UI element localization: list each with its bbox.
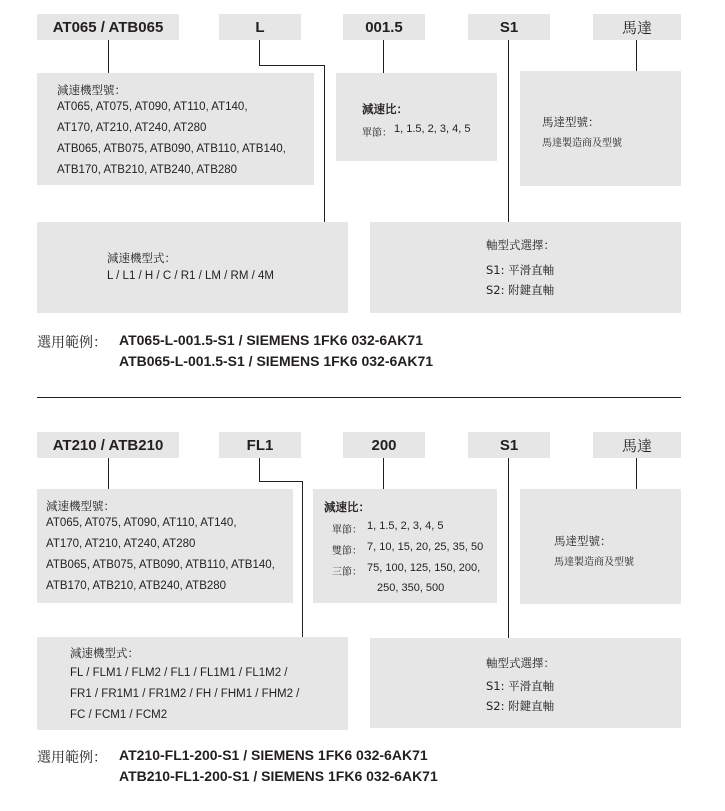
model-line-2: AT170, AT210, AT240, AT280 bbox=[57, 122, 207, 134]
connector-type-v1 bbox=[259, 458, 260, 482]
motor-box bbox=[520, 489, 681, 604]
example-line-2: ATB210-FL1-200-S1 / SIEMENS 1FK6 032-6AK71 bbox=[119, 768, 438, 784]
model-line-1: AT065, AT075, AT090, AT110, AT140, bbox=[46, 517, 237, 529]
connector-motor bbox=[636, 40, 637, 71]
motor-box bbox=[520, 71, 681, 186]
shaft-code bbox=[468, 432, 550, 458]
connector-ratio bbox=[383, 40, 384, 73]
model-code bbox=[37, 432, 179, 458]
model-box bbox=[37, 73, 314, 185]
ratio-code bbox=[343, 432, 425, 458]
ratio-box bbox=[313, 489, 497, 603]
model-line-4: ATB170, ATB210, ATB240, ATB280 bbox=[46, 580, 227, 592]
model-line-1: AT065, AT075, AT090, AT110, AT140, bbox=[57, 101, 248, 113]
ratio-box-title: 減速比： bbox=[324, 500, 370, 514]
connector-type-h bbox=[259, 481, 303, 482]
shaft-option-1: S1: 平滑直軸 bbox=[486, 679, 555, 693]
connector-model bbox=[108, 458, 109, 490]
ratio-code-text: 001.5 bbox=[365, 18, 403, 36]
type-line-2: FR1 / FR1M1 / FR1M2 / FH / FHM1 / FHM2 / bbox=[70, 688, 300, 700]
connector-ratio bbox=[383, 458, 384, 489]
ratio-stage2-values: 7, 10, 15, 20, 25, 35, 50 bbox=[367, 541, 484, 553]
model-line-2: AT170, AT210, AT240, AT280 bbox=[46, 538, 196, 550]
connector-shaft bbox=[508, 40, 509, 222]
ratio-code bbox=[343, 14, 425, 40]
ratio-stage1-values: 1, 1.5, 2, 3, 4, 5 bbox=[394, 123, 471, 135]
ratio-box-title: 減速比： bbox=[362, 102, 408, 116]
type-code-text: FL1 bbox=[246, 436, 274, 454]
connector-model bbox=[108, 40, 109, 74]
ratio-box bbox=[336, 73, 497, 161]
motor-code-text: 馬達 bbox=[621, 436, 652, 455]
type-box-title: 減速機型式： bbox=[107, 251, 176, 265]
connector-motor bbox=[636, 458, 637, 489]
type-code bbox=[219, 432, 301, 458]
example-label: 選用範例： bbox=[37, 335, 107, 351]
shaft-option-1: S1: 平滑直軸 bbox=[486, 263, 555, 277]
connector-type-v2 bbox=[324, 65, 325, 222]
model-box-title: 減速機型號： bbox=[57, 83, 126, 97]
model-box-title: 減速機型號： bbox=[46, 499, 115, 513]
model-code-text: AT065 / ATB065 bbox=[52, 18, 164, 36]
motor-code-text: 馬達 bbox=[621, 18, 652, 37]
shaft-option-2: S2: 附鍵直軸 bbox=[486, 283, 555, 297]
type-box-values: L / L1 / H / C / R1 / LM / RM / 4M bbox=[107, 270, 275, 282]
example-line-2: ATB065-L-001.5-S1 / SIEMENS 1FK6 032-6AK71 bbox=[119, 353, 434, 369]
ratio-stage3-values-cont: 250, 350, 500 bbox=[377, 582, 445, 594]
motor-box-subtitle: 馬達製造商及型號 bbox=[554, 557, 634, 568]
motor-code bbox=[593, 432, 681, 458]
motor-code bbox=[593, 14, 681, 40]
example-label: 選用範例： bbox=[37, 750, 107, 766]
connector-type-h bbox=[259, 65, 325, 66]
shaft-code bbox=[468, 14, 550, 40]
connector-type-v2 bbox=[302, 481, 303, 637]
shaft-code-text: S1 bbox=[499, 436, 519, 454]
type-line-3: FC / FCM1 / FCM2 bbox=[70, 709, 168, 721]
ratio-stage1-label: 單節： bbox=[362, 128, 392, 139]
shaft-code-text: S1 bbox=[499, 18, 519, 36]
shaft-box-title: 軸型式選擇： bbox=[486, 656, 555, 670]
example-line-1: AT210-FL1-200-S1 / SIEMENS 1FK6 032-6AK71 bbox=[119, 747, 428, 763]
motor-box-subtitle: 馬達製造商及型號 bbox=[542, 138, 622, 149]
shaft-box bbox=[370, 222, 681, 313]
model-box bbox=[37, 489, 293, 603]
model-line-3: ATB065, ATB075, ATB090, ATB110, ATB140, bbox=[57, 143, 286, 155]
section-divider bbox=[37, 397, 681, 398]
type-box bbox=[37, 637, 348, 730]
model-line-3: ATB065, ATB075, ATB090, ATB110, ATB140, bbox=[46, 559, 275, 571]
shaft-box bbox=[370, 638, 681, 728]
example-line-1: AT065-L-001.5-S1 / SIEMENS 1FK6 032-6AK71 bbox=[119, 332, 423, 348]
ratio-code-text: 200 bbox=[371, 436, 397, 454]
type-code-text: L bbox=[255, 18, 265, 36]
ratio-stage1-label: 單節： bbox=[332, 525, 362, 536]
connector-type-v1 bbox=[259, 40, 260, 66]
ratio-stage3-values: 75, 100, 125, 150, 200, bbox=[367, 562, 481, 574]
shaft-box-title: 軸型式選擇： bbox=[486, 238, 555, 252]
ratio-stage1-values: 1, 1.5, 2, 3, 4, 5 bbox=[367, 520, 444, 532]
motor-box-title: 馬達型號： bbox=[554, 534, 612, 548]
type-box-title: 減速機型式： bbox=[70, 646, 139, 660]
ratio-stage2-label: 雙節： bbox=[332, 546, 362, 557]
type-code bbox=[219, 14, 301, 40]
model-code-text: AT210 / ATB210 bbox=[52, 436, 164, 454]
model-code bbox=[37, 14, 179, 40]
connector-shaft bbox=[508, 458, 509, 638]
type-box bbox=[37, 222, 348, 313]
shaft-option-2: S2: 附鍵直軸 bbox=[486, 699, 555, 713]
model-line-4: ATB170, ATB210, ATB240, ATB280 bbox=[57, 164, 238, 176]
motor-box-title: 馬達型號： bbox=[542, 115, 600, 129]
type-line-1: FL / FLM1 / FLM2 / FL1 / FL1M1 / FL1M2 / bbox=[70, 667, 288, 679]
ratio-stage3-label: 三節： bbox=[332, 567, 362, 578]
